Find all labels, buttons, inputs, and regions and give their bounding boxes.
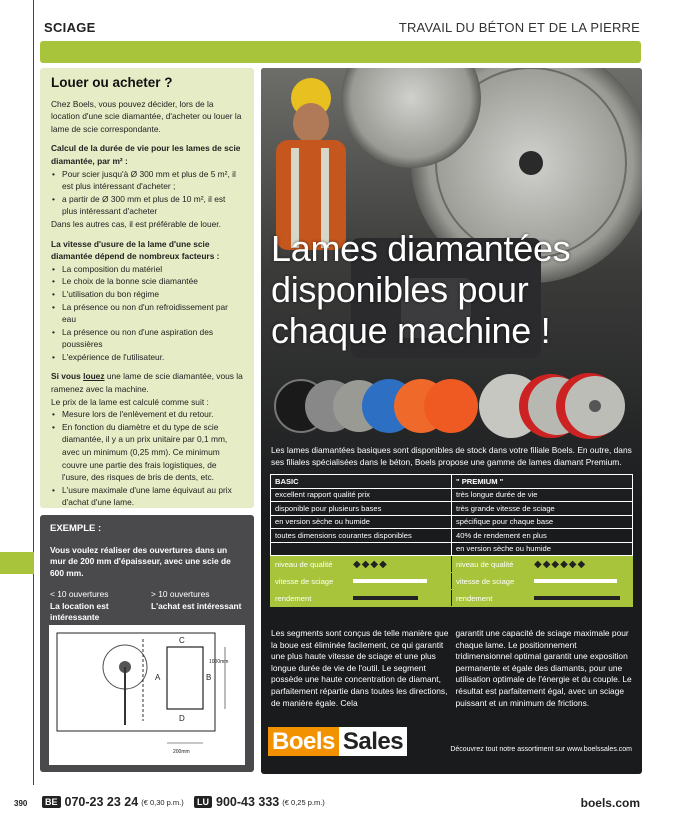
speed-label: vitesse de sciage bbox=[456, 576, 515, 586]
rent-or-buy-box bbox=[40, 68, 254, 508]
diamond-blades-promo bbox=[261, 68, 642, 774]
lu-price: (€ 0,25 p.m.) bbox=[282, 797, 325, 807]
margin-line bbox=[33, 0, 34, 785]
premium-yield-bar bbox=[534, 596, 620, 600]
rent-or-buy-title: Louer ou acheter ? bbox=[51, 75, 173, 90]
basic-speed-bar bbox=[353, 579, 427, 583]
yield-label: rendement bbox=[456, 593, 493, 603]
premium-header: " PREMIUM " bbox=[452, 475, 633, 489]
list-item: • Mesure lors de l'enlèvement et du retour. bbox=[51, 408, 243, 421]
lu-flag: LU bbox=[194, 796, 212, 808]
premium-speed-bar bbox=[534, 579, 617, 583]
page-number: 390 bbox=[14, 799, 28, 808]
premium-feature: très longue durée de vie bbox=[452, 488, 633, 502]
section-title: SCIAGE bbox=[44, 20, 96, 35]
example-title: EXEMPLE : bbox=[50, 523, 102, 534]
website-link[interactable]: boels.com bbox=[580, 796, 640, 810]
basic-quality-rating: ◆◆◆◆ bbox=[353, 558, 388, 570]
list-item: • a partir de Ø 300 mm et plus de 10 m², il est plus intéressant d'acheter bbox=[51, 193, 243, 218]
rent-emphasis: louez bbox=[83, 371, 105, 382]
example-rent: < 10 ouvertures La location est intéressante bbox=[50, 589, 109, 622]
promo-description: Les lames diamantées basiques sont disponibles de stock dans votre filiale Boels. En outre, dans ses filiales spécialisées dans le béton, Boels propose une gamme de lames diamant Premium. bbox=[271, 445, 632, 467]
lu-phone[interactable]: 900-43 333 bbox=[216, 795, 280, 809]
example-question: Vous voulez réaliser des ouvertures dans un mur de 200 mm d'épaisseur, avec une scie de 600 mm. bbox=[50, 544, 231, 578]
premium-feature: très grande vitesse de sciage bbox=[452, 502, 633, 516]
price-list bbox=[51, 408, 243, 509]
diagram-label: C bbox=[179, 636, 185, 645]
rent-or-buy-intro: Chez Boels, vous pouvez décider, lors de la location d'une scie diamantée, d'acheter ou louer la lame de scie correspondante. bbox=[51, 98, 242, 134]
diagram-label: 200mm bbox=[173, 749, 190, 755]
list-item: • Pour scier jusqu'à Ø 300 mm et plus de 5 m², il est plus intéressant d'acheter ; bbox=[51, 168, 243, 193]
rent-paragraph: Si vous louez une lame de scie diamantée, vous la ramenez avec la machine. bbox=[51, 371, 243, 395]
calc-heading: Calcul de la durée de vie pour les lames de scie diamantée, par m² : bbox=[51, 143, 241, 166]
list-item: • La présence ou non d'une aspiration des poussières bbox=[51, 326, 243, 351]
basic-feature bbox=[271, 542, 452, 556]
diagram-label: D bbox=[179, 714, 185, 723]
diagram-label: B bbox=[206, 673, 212, 682]
promo-column-2: garantit une capacité de sciage maximale pour chaque lame. Le positionnement tridimensionnel optimal garantit une exposition permanente et égale des diamants, pour une utilisation optimale de l'énergie et du couple. Le résultat est parfaitement égal, avec un sciage puissant et un minimum de frictions. bbox=[455, 628, 632, 708]
boels-sales-logo: Boels Sales bbox=[268, 727, 407, 756]
premium-feature: spécifique pour chaque base bbox=[452, 515, 633, 529]
premium-feature: en version sèche ou humide bbox=[452, 542, 633, 556]
basic-premium-table bbox=[270, 474, 633, 607]
speed-label: vitesse de sciage bbox=[275, 576, 334, 586]
discover-link[interactable]: Découvrez tout notre assortiment sur www.boelssales.com bbox=[450, 746, 632, 753]
quality-label: niveau de qualité bbox=[456, 559, 514, 569]
promo-body-text bbox=[271, 628, 633, 709]
basic-feature: toutes dimensions courantes disponibles bbox=[271, 529, 452, 543]
be-phone[interactable]: 070-23 23 24 bbox=[64, 795, 139, 809]
price-line: Le prix de la lame est calculé comme suit : bbox=[51, 396, 209, 407]
wall-opening-diagram bbox=[49, 625, 245, 765]
example-box bbox=[40, 515, 254, 772]
basic-yield-bar bbox=[353, 596, 418, 600]
list-item: • En fonction du diamètre et du type de scie diamantée, il y a un prix unitaire par 0,1 mm, avec un minimum (0,25 mm). Ce minimum couvre une partie des frais logistiques, de l'usure, des risques de bris de dents, etc. bbox=[51, 421, 243, 484]
basic-feature: excellent rapport qualité prix bbox=[271, 488, 452, 502]
wear-list bbox=[51, 263, 243, 364]
basic-header: BASIC bbox=[271, 475, 452, 489]
list-item: • L'usure maximale d'une lame équivaut au prix d'achat d'une lame. bbox=[51, 484, 243, 509]
diagram-label: A bbox=[155, 673, 161, 682]
promo-headline: Lames diamantées disponibles pour chaque machine ! bbox=[271, 228, 571, 351]
be-contact bbox=[42, 795, 184, 809]
side-tab bbox=[0, 552, 34, 574]
yield-label: rendement bbox=[275, 593, 312, 603]
calc-list bbox=[51, 168, 243, 218]
be-price: (€ 0,30 p.m.) bbox=[141, 797, 184, 807]
basic-feature: disponible pour plusieurs bases bbox=[271, 502, 452, 516]
basic-feature: en version sèche ou humide bbox=[271, 515, 452, 529]
header-bar bbox=[40, 41, 641, 63]
list-item: • Le choix de la bonne scie diamantée bbox=[51, 275, 243, 288]
be-flag: BE bbox=[42, 796, 61, 808]
list-item: • L'utilisation du bon régime bbox=[51, 288, 243, 301]
diagram-label: 1000mm bbox=[209, 659, 229, 665]
lu-contact bbox=[194, 795, 325, 809]
premium-quality-rating: ◆◆◆◆◆◆ bbox=[534, 558, 587, 570]
list-item: • L'expérience de l'utilisateur. bbox=[51, 351, 243, 364]
example-buy: > 10 ouvertures L'achat est intéressant bbox=[151, 589, 242, 611]
list-item: • La présence ou non d'un refroidissement par eau bbox=[51, 301, 243, 326]
calc-after: Dans les autres cas, il est préférable de louer. bbox=[51, 218, 221, 229]
premium-feature: 40% de rendement en plus bbox=[452, 529, 633, 543]
promo-column-1: Les segments sont conçus de telle manière que la boue est éliminée facilement, ce qui garantit une plus haute vitesse de sciage et une plus longue durée de vie de l'outil. Le segment possède une haute concentration de diamant, parfaitement répartie dans toutes les directions, de manière égale. Cela bbox=[271, 628, 449, 708]
quality-label: niveau de qualité bbox=[275, 559, 333, 569]
wear-heading: La vitesse d'usure de la lame d'une scie diamantée dépend de nombreux facteurs : bbox=[51, 238, 220, 262]
category-title: TRAVAIL DU BÉTON ET DE LA PIERRE bbox=[398, 20, 640, 35]
list-item: • La composition du matériel bbox=[51, 263, 243, 276]
